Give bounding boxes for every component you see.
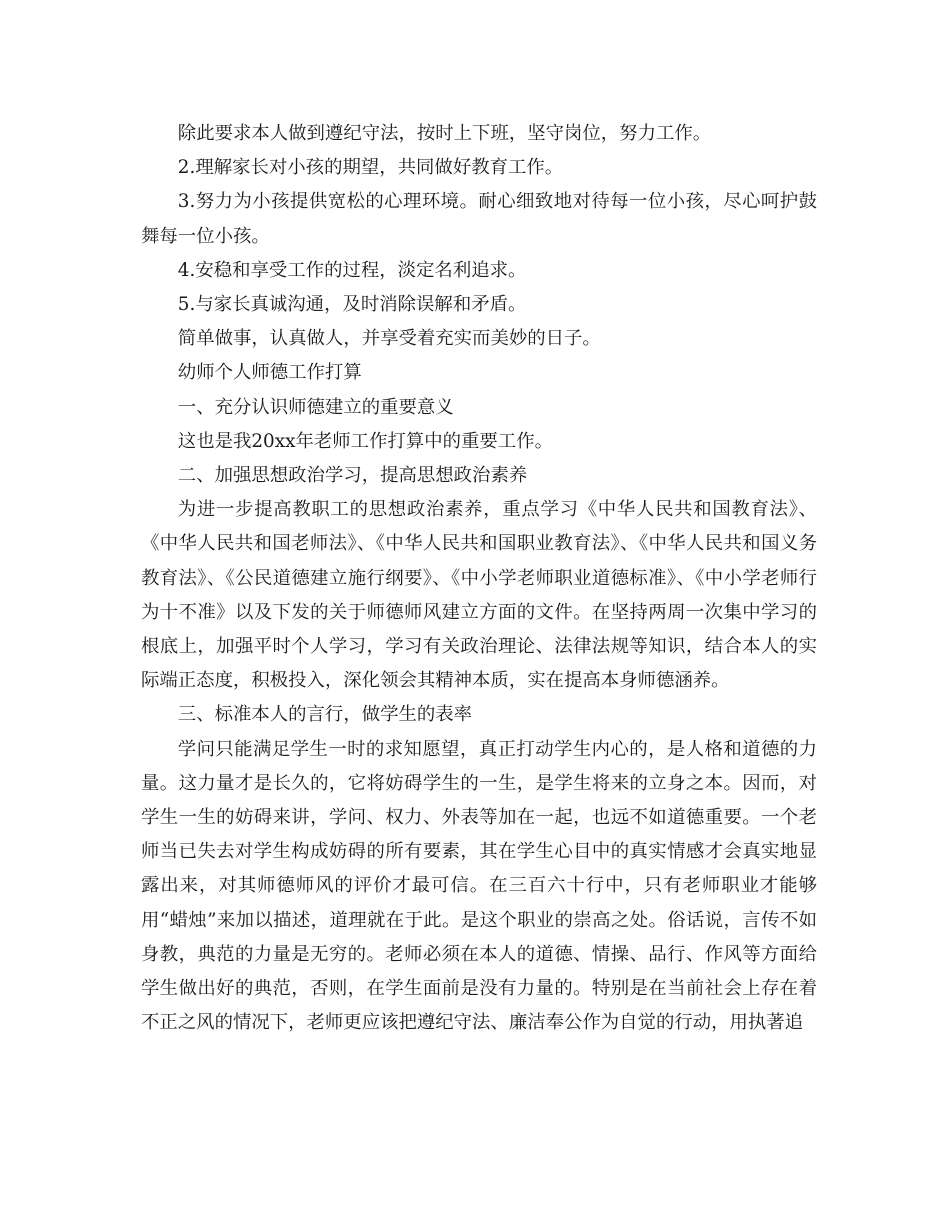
paragraph: 2.理解家长对小孩的期望，共同做好教育工作。: [177, 157, 564, 179]
section-heading: 幼师个人师德工作打算: [177, 362, 362, 384]
section-heading: 三、标准本人的言行，做学生的表率: [177, 704, 473, 726]
section-heading: 一、充分认识师德建立的重要意义: [177, 396, 454, 418]
paragraph: 简单做事，认真做人，并享受着充实而美妙的日子。: [177, 328, 601, 350]
document-body: [141, 117, 817, 1040]
paragraph: 3.努力为小孩提供宽松的心理环境。耐心细致地对待每一位小孩，尽心呵护鼓舞每一位小孩。: [141, 191, 817, 247]
paragraph: 5.与家长真诚沟通，及时消除误解和矛盾。: [177, 294, 527, 316]
paragraph: 4.安稳和享受工作的过程，淡定名利追求。: [177, 259, 527, 281]
paragraph: 这也是我20xx年老师工作打算中的重要工作。: [177, 430, 553, 452]
paragraph: 除此要求本人做到遵纪守法，按时上下班，坚守岗位，努力工作。: [177, 123, 712, 144]
paragraph: 为进一步提高教职工的思想政治素养，重点学习《中华人民共和国教育法》、《中华人民共和国老师法》、《中华人民共和国职业教育法》、《中华人民共和国义务教育法》、《公民道德建立施行纲要》、《中小学老师职业道德标准》、《中小学老师行为十不准》以及下发的关于师德师风建立方面的文件。在坚持两周一次集中学习的根底上，加强平时个人学习，学习有关政治理论、法律法规等知识，结合本人的实际端正态度，积极投入，深化领会其精神本质，实在提高本身师德涵养。: [141, 499, 817, 692]
paragraph: 学问只能满足学生一时的求知愿望，真正打动学生内心的，是人格和道德的力量。这力量才是长久的，它将妨碍学生的一生，是学生将来的立身之本。因而，对学生一生的妨碍来讲，学问、权力、外表等加在一起，也远不如道德重要。一个老师当已失去对学生构成妨碍的所有要素，其在学生心目中的真实情感才会真实地显露出来，对其师德师风的评价才最可信。在三百六十行中，只有老师职业才能够用“蜡烛”来加以描述，道理就在于此。是这个职业的崇高之处。俗话说，言传不如身教，典范的力量是无穷的。老师必须在本人的道德、情操、品行、作风等方面给学生做出好的典范，否则，在学生面前是没有力量的。特别是在当前社会上存在着不正之风的情况下，老师更应该把遵纪守法、廉洁奉公作为自觉的行动，用执著追: [141, 738, 817, 1034]
section-heading: 二、加强思想政治学习，提高思想政治素养: [177, 465, 528, 487]
